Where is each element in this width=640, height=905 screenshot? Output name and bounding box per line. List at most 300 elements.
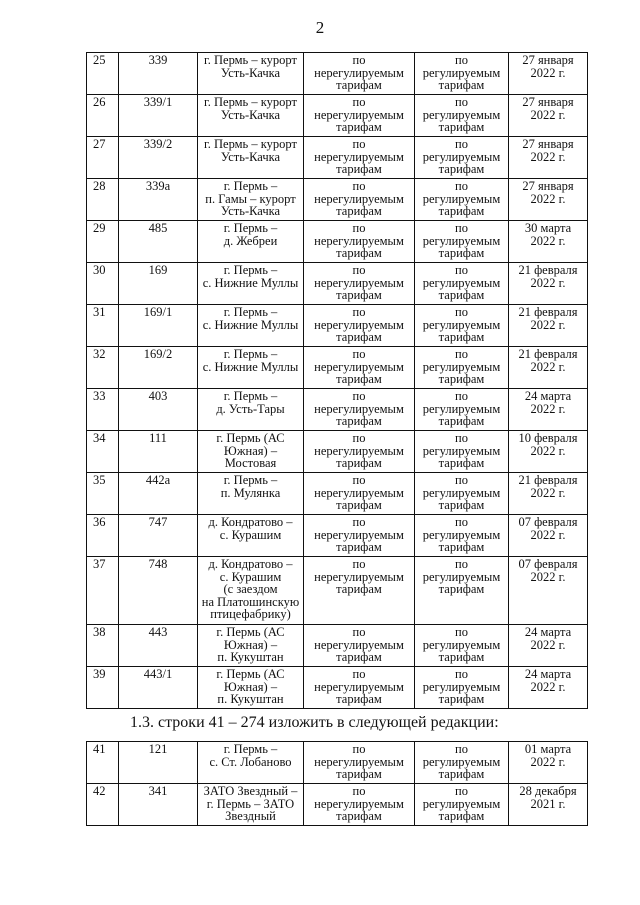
- cell-line: 27 января: [522, 53, 574, 67]
- tariff-type-new-cell: [415, 179, 509, 221]
- cell-line: тарифам: [336, 288, 382, 302]
- cell-line: тарифам: [438, 204, 485, 218]
- cell-line: по: [455, 221, 468, 235]
- tariff-type-cell: [304, 473, 415, 515]
- row-number-cell: 32: [87, 347, 119, 389]
- cell-line: по: [455, 305, 468, 319]
- date-cell: [509, 784, 588, 826]
- cell-line: нерегулируемым: [314, 233, 404, 248]
- table-row: [87, 389, 588, 431]
- table-row: [87, 95, 588, 137]
- route-path-cell: [198, 557, 304, 625]
- date-cell: [509, 95, 588, 137]
- cell-line: по: [352, 347, 366, 361]
- cell-line: г. Пермь – курорт: [204, 53, 297, 67]
- cell-line: регулируемым: [422, 569, 501, 584]
- cell-line: д. Жебреи: [223, 233, 278, 248]
- cell-line: 01 марта: [524, 742, 572, 756]
- cell-line: регулируемым: [422, 796, 501, 811]
- cell-line: 21 февраля: [518, 473, 578, 487]
- date-cell: [509, 53, 588, 95]
- table-row: [87, 263, 588, 305]
- route-path-cell: [198, 305, 304, 347]
- cell-line: по: [352, 742, 366, 756]
- cell-line: г. Пермь (АС: [216, 625, 285, 639]
- tariff-type-new-cell: [415, 784, 509, 826]
- route-path-cell: [198, 179, 304, 221]
- table-row: [87, 742, 588, 784]
- cell-line: нерегулируемым: [314, 637, 404, 652]
- cell-line: нерегулируемым: [314, 191, 404, 206]
- routes-table-amended: [86, 741, 588, 826]
- date-cell: [509, 263, 588, 305]
- cell-line: 21 февраля: [518, 263, 578, 277]
- row-number-cell: 34: [87, 431, 119, 473]
- tariff-type-cell: [304, 389, 415, 431]
- cell-line: регулируемым: [422, 359, 501, 374]
- tariff-type-new-cell: [415, 742, 509, 784]
- cell-line: г. Пермь –: [223, 305, 278, 319]
- cell-line: д. Усть-Тары: [216, 401, 285, 416]
- cell-line: 2022 г.: [530, 401, 566, 416]
- cell-line: 2022 г.: [530, 275, 566, 290]
- cell-line: тарифам: [336, 78, 382, 92]
- route-path-cell: [198, 667, 304, 709]
- cell-line: тарифам: [438, 456, 485, 470]
- cell-line: тарифам: [438, 246, 485, 260]
- tariff-type-cell: [304, 95, 415, 137]
- cell-line: 2022 г.: [530, 317, 566, 332]
- tariff-type-new-cell: [415, 515, 509, 557]
- route-number-cell: 339: [119, 53, 198, 95]
- tariff-type-cell: [304, 784, 415, 826]
- cell-line: 28 декабря: [519, 784, 577, 798]
- cell-line: нерегулируемым: [314, 679, 404, 694]
- tariff-type-new-cell: [415, 431, 509, 473]
- tariff-type-new-cell: [415, 473, 509, 515]
- route-path-cell: [198, 137, 304, 179]
- cell-line: 2022 г.: [530, 485, 566, 500]
- cell-line: птицефабрику): [210, 607, 291, 621]
- cell-line: 21 февраля: [518, 305, 578, 319]
- page-number: 2: [315, 18, 325, 37]
- cell-line: по: [455, 431, 468, 445]
- cell-line: г. Пермь – курорт: [204, 137, 297, 151]
- cell-line: с. Нижние Муллы: [202, 317, 299, 332]
- cell-line: Южная) –: [223, 637, 278, 652]
- table-row: [87, 431, 588, 473]
- cell-line: г. Пермь –: [223, 179, 278, 193]
- row-number-cell: 27: [87, 137, 119, 179]
- cell-line: регулируемым: [422, 149, 501, 164]
- cell-line: нерегулируемым: [314, 401, 404, 416]
- cell-line: 2022 г.: [530, 233, 566, 248]
- cell-line: 2022 г.: [530, 754, 566, 769]
- date-cell: [509, 515, 588, 557]
- cell-line: 07 февраля: [518, 515, 578, 529]
- cell-line: тарифам: [438, 767, 485, 781]
- cell-line: регулируемым: [422, 107, 501, 122]
- table-row: [87, 625, 588, 667]
- cell-line: тарифам: [336, 540, 382, 554]
- cell-line: тарифам: [438, 414, 485, 428]
- route-number-cell: 339/2: [119, 137, 198, 179]
- cell-line: нерегулируемым: [314, 443, 404, 458]
- date-cell: [509, 431, 588, 473]
- cell-line: (с заездом: [223, 582, 278, 596]
- cell-line: 2022 г.: [530, 359, 566, 374]
- cell-line: 27 января: [522, 179, 574, 193]
- cell-line: по: [352, 515, 366, 529]
- cell-line: 07 февраля: [518, 557, 578, 571]
- route-path-cell: [198, 473, 304, 515]
- date-cell: [509, 137, 588, 179]
- row-number-cell: 30: [87, 263, 119, 305]
- cell-line: на Платошинскую: [201, 594, 300, 609]
- cell-line: нерегулируемым: [314, 107, 404, 122]
- route-path-cell: [198, 95, 304, 137]
- cell-line: 27 января: [522, 137, 574, 151]
- cell-line: с. Нижние Муллы: [202, 275, 299, 290]
- cell-line: по: [352, 305, 366, 319]
- row-number-cell: 33: [87, 389, 119, 431]
- cell-line: п. Гамы – курорт: [205, 191, 296, 206]
- tariff-type-new-cell: [415, 53, 509, 95]
- cell-line: по: [455, 557, 468, 571]
- cell-line: по: [352, 473, 366, 487]
- date-cell: [509, 557, 588, 625]
- cell-line: г. Пермь –: [223, 389, 278, 403]
- cell-line: тарифам: [438, 692, 485, 706]
- cell-line: 24 марта: [524, 389, 572, 403]
- cell-line: 2022 г.: [530, 107, 566, 122]
- cell-line: тарифам: [336, 809, 382, 823]
- cell-line: с. Курашим: [219, 527, 282, 542]
- cell-line: 2022 г.: [530, 679, 566, 694]
- cell-line: Усть-Качка: [220, 204, 281, 218]
- cell-line: г. Пермь –: [223, 742, 278, 756]
- cell-line: г. Пермь (АС: [216, 667, 285, 681]
- row-number-cell: 29: [87, 221, 119, 263]
- cell-line: регулируемым: [422, 233, 501, 248]
- cell-line: г. Пермь –: [223, 263, 278, 277]
- cell-line: по: [455, 137, 468, 151]
- cell-line: 2022 г.: [530, 149, 566, 164]
- cell-line: тарифам: [438, 372, 485, 386]
- tariff-type-cell: [304, 557, 415, 625]
- row-number-cell: 42: [87, 784, 119, 826]
- cell-line: нерегулируемым: [314, 754, 404, 769]
- cell-line: с. Ст. Лобаново: [209, 754, 292, 769]
- tariff-type-cell: [304, 667, 415, 709]
- date-cell: [509, 179, 588, 221]
- route-path-cell: [198, 221, 304, 263]
- cell-line: по: [352, 263, 366, 277]
- cell-line: по: [352, 221, 366, 235]
- cell-line: 2022 г.: [530, 527, 566, 542]
- cell-line: регулируемым: [422, 65, 501, 80]
- tariff-type-new-cell: [415, 263, 509, 305]
- cell-line: тарифам: [336, 120, 382, 134]
- cell-line: регулируемым: [422, 275, 501, 290]
- tariff-type-cell: [304, 347, 415, 389]
- cell-line: нерегулируемым: [314, 149, 404, 164]
- cell-line: нерегулируемым: [314, 527, 404, 542]
- cell-line: Усть-Качка: [220, 149, 281, 164]
- tariff-type-new-cell: [415, 221, 509, 263]
- cell-line: с. Нижние Муллы: [202, 359, 299, 374]
- cell-line: по: [455, 95, 468, 109]
- cell-line: тарифам: [336, 330, 382, 344]
- cell-line: тарифам: [438, 288, 485, 302]
- cell-line: тарифам: [336, 204, 382, 218]
- route-number-cell: 747: [119, 515, 198, 557]
- cell-line: по: [455, 389, 468, 403]
- row-number-cell: 35: [87, 473, 119, 515]
- route-number-cell: 339а: [119, 179, 198, 221]
- cell-line: 30 марта: [524, 221, 572, 235]
- cell-line: по: [352, 557, 366, 571]
- cell-line: по: [455, 742, 468, 756]
- cell-line: 2022 г.: [530, 569, 566, 584]
- cell-line: тарифам: [438, 809, 485, 823]
- date-cell: [509, 625, 588, 667]
- cell-line: г. Пермь –: [223, 473, 278, 487]
- route-path-cell: [198, 263, 304, 305]
- route-number-cell: 443/1: [119, 667, 198, 709]
- cell-line: тарифам: [438, 78, 485, 92]
- cell-line: ЗАТО Звездный –: [203, 784, 298, 798]
- row-number-cell: 26: [87, 95, 119, 137]
- cell-line: тарифам: [336, 372, 382, 386]
- tariff-type-new-cell: [415, 137, 509, 179]
- cell-line: по: [455, 473, 468, 487]
- cell-line: тарифам: [336, 246, 382, 260]
- tariff-type-new-cell: [415, 389, 509, 431]
- date-cell: [509, 473, 588, 515]
- cell-line: по: [352, 53, 366, 67]
- table-row: [87, 515, 588, 557]
- cell-line: г. Пермь –: [223, 347, 278, 361]
- table-row: [87, 221, 588, 263]
- table-row: [87, 137, 588, 179]
- cell-line: 10 февраля: [518, 431, 578, 445]
- tariff-type-new-cell: [415, 305, 509, 347]
- routes-table: [86, 52, 588, 709]
- route-path-cell: [198, 742, 304, 784]
- cell-line: нерегулируемым: [314, 359, 404, 374]
- route-path-cell: [198, 784, 304, 826]
- route-number-cell: 748: [119, 557, 198, 625]
- cell-line: тарифам: [336, 414, 382, 428]
- route-path-cell: [198, 515, 304, 557]
- cell-line: г. Пермь –: [223, 221, 278, 235]
- cell-line: 2021 г.: [530, 796, 566, 811]
- row-number-cell: 37: [87, 557, 119, 625]
- row-number-cell: 28: [87, 179, 119, 221]
- cell-line: нерегулируемым: [314, 796, 404, 811]
- cell-line: по: [455, 53, 468, 67]
- route-number-cell: 169/1: [119, 305, 198, 347]
- cell-line: Мостовая: [224, 456, 277, 470]
- route-number-cell: 339/1: [119, 95, 198, 137]
- cell-line: регулируемым: [422, 401, 501, 416]
- cell-line: Усть-Качка: [220, 107, 281, 122]
- cell-line: по: [352, 95, 366, 109]
- tariff-type-cell: [304, 179, 415, 221]
- cell-line: 27 января: [522, 95, 574, 109]
- route-number-cell: 341: [119, 784, 198, 826]
- cell-line: тарифам: [336, 582, 382, 596]
- cell-line: по: [352, 431, 366, 445]
- cell-line: по: [455, 784, 468, 798]
- date-cell: [509, 389, 588, 431]
- cell-line: по: [455, 179, 468, 193]
- table-row: [87, 667, 588, 709]
- cell-line: г. Пермь (АС: [216, 431, 285, 445]
- route-path-cell: [198, 625, 304, 667]
- cell-line: регулируемым: [422, 679, 501, 694]
- table-row: [87, 305, 588, 347]
- table-row: [87, 53, 588, 95]
- tariff-type-cell: [304, 53, 415, 95]
- cell-line: по: [455, 347, 468, 361]
- cell-line: д. Кондратово –: [208, 557, 293, 571]
- cell-line: Усть-Качка: [220, 65, 281, 80]
- cell-line: нерегулируемым: [314, 485, 404, 500]
- date-cell: [509, 305, 588, 347]
- table-row: [87, 473, 588, 515]
- tariff-type-new-cell: [415, 95, 509, 137]
- cell-line: г. Пермь – ЗАТО: [206, 796, 295, 811]
- route-number-cell: 169/2: [119, 347, 198, 389]
- cell-line: по: [455, 625, 468, 639]
- table-row: [87, 784, 588, 826]
- row-number-cell: 39: [87, 667, 119, 709]
- cell-line: нерегулируемым: [314, 317, 404, 332]
- cell-line: тарифам: [438, 582, 485, 596]
- route-number-cell: 485: [119, 221, 198, 263]
- row-number-cell: 31: [87, 305, 119, 347]
- cell-line: 21 февраля: [518, 347, 578, 361]
- cell-line: по: [352, 389, 366, 403]
- cell-line: по: [352, 667, 366, 681]
- cell-line: 24 марта: [524, 625, 572, 639]
- cell-line: по: [352, 625, 366, 639]
- tariff-type-new-cell: [415, 347, 509, 389]
- cell-line: регулируемым: [422, 637, 501, 652]
- cell-line: с. Курашим: [219, 569, 282, 584]
- route-path-cell: [198, 347, 304, 389]
- tariff-type-cell: [304, 263, 415, 305]
- cell-line: Южная) –: [223, 443, 278, 458]
- route-number-cell: 111: [119, 431, 198, 473]
- cell-line: тарифам: [336, 692, 382, 706]
- cell-line: тарифам: [438, 330, 485, 344]
- route-path-cell: [198, 389, 304, 431]
- row-number-cell: 36: [87, 515, 119, 557]
- tariff-type-new-cell: [415, 667, 509, 709]
- cell-line: тарифам: [336, 767, 382, 781]
- cell-line: тарифам: [438, 120, 485, 134]
- date-cell: [509, 667, 588, 709]
- cell-line: по: [455, 667, 468, 681]
- table-row: [87, 179, 588, 221]
- row-number-cell: 41: [87, 742, 119, 784]
- route-number-cell: 442а: [119, 473, 198, 515]
- table-row: [87, 557, 588, 625]
- cell-line: нерегулируемым: [314, 275, 404, 290]
- cell-line: 2022 г.: [530, 191, 566, 206]
- tariff-type-cell: [304, 431, 415, 473]
- cell-line: д. Кондратово –: [208, 515, 293, 529]
- cell-line: 2022 г.: [530, 443, 566, 458]
- cell-line: тарифам: [438, 498, 485, 512]
- tariff-type-new-cell: [415, 625, 509, 667]
- cell-line: регулируемым: [422, 485, 501, 500]
- tariff-type-cell: [304, 625, 415, 667]
- date-cell: [509, 221, 588, 263]
- cell-line: регулируемым: [422, 443, 501, 458]
- cell-line: Южная) –: [223, 679, 278, 694]
- cell-line: тарифам: [336, 498, 382, 512]
- tariff-type-cell: [304, 221, 415, 263]
- cell-line: тарифам: [438, 162, 485, 176]
- cell-line: регулируемым: [422, 754, 501, 769]
- cell-line: по: [352, 179, 366, 193]
- route-number-cell: 443: [119, 625, 198, 667]
- cell-line: п. Кукуштан: [217, 650, 284, 664]
- cell-line: тарифам: [438, 540, 485, 554]
- table-row: [87, 347, 588, 389]
- tariff-type-cell: [304, 305, 415, 347]
- cell-line: по: [352, 137, 366, 151]
- cell-line: 24 марта: [524, 667, 572, 681]
- cell-line: п. Мулянка: [220, 485, 281, 500]
- tariff-type-cell: [304, 137, 415, 179]
- row-number-cell: 38: [87, 625, 119, 667]
- cell-line: 2022 г.: [530, 637, 566, 652]
- cell-line: регулируемым: [422, 191, 501, 206]
- route-path-cell: [198, 431, 304, 473]
- cell-line: п. Кукуштан: [217, 692, 284, 706]
- cell-line: тарифам: [336, 456, 382, 470]
- route-number-cell: 169: [119, 263, 198, 305]
- cell-line: нерегулируемым: [314, 569, 404, 584]
- tariff-type-cell: [304, 742, 415, 784]
- cell-line: по: [455, 263, 468, 277]
- cell-line: регулируемым: [422, 317, 501, 332]
- section-heading: 1.3. строки 41 – 274 изложить в следующей редакции:: [130, 714, 499, 731]
- cell-line: 2022 г.: [530, 65, 566, 80]
- date-cell: [509, 742, 588, 784]
- cell-line: по: [455, 515, 468, 529]
- cell-line: нерегулируемым: [314, 65, 404, 80]
- cell-line: регулируемым: [422, 527, 501, 542]
- cell-line: г. Пермь – курорт: [204, 95, 297, 109]
- cell-line: тарифам: [336, 162, 382, 176]
- cell-line: Звездный: [225, 809, 276, 823]
- route-number-cell: 121: [119, 742, 198, 784]
- route-number-cell: 403: [119, 389, 198, 431]
- row-number-cell: 25: [87, 53, 119, 95]
- cell-line: тарифам: [336, 650, 382, 664]
- route-path-cell: [198, 53, 304, 95]
- cell-line: тарифам: [438, 650, 485, 664]
- tariff-type-new-cell: [415, 557, 509, 625]
- date-cell: [509, 347, 588, 389]
- cell-line: по: [352, 784, 366, 798]
